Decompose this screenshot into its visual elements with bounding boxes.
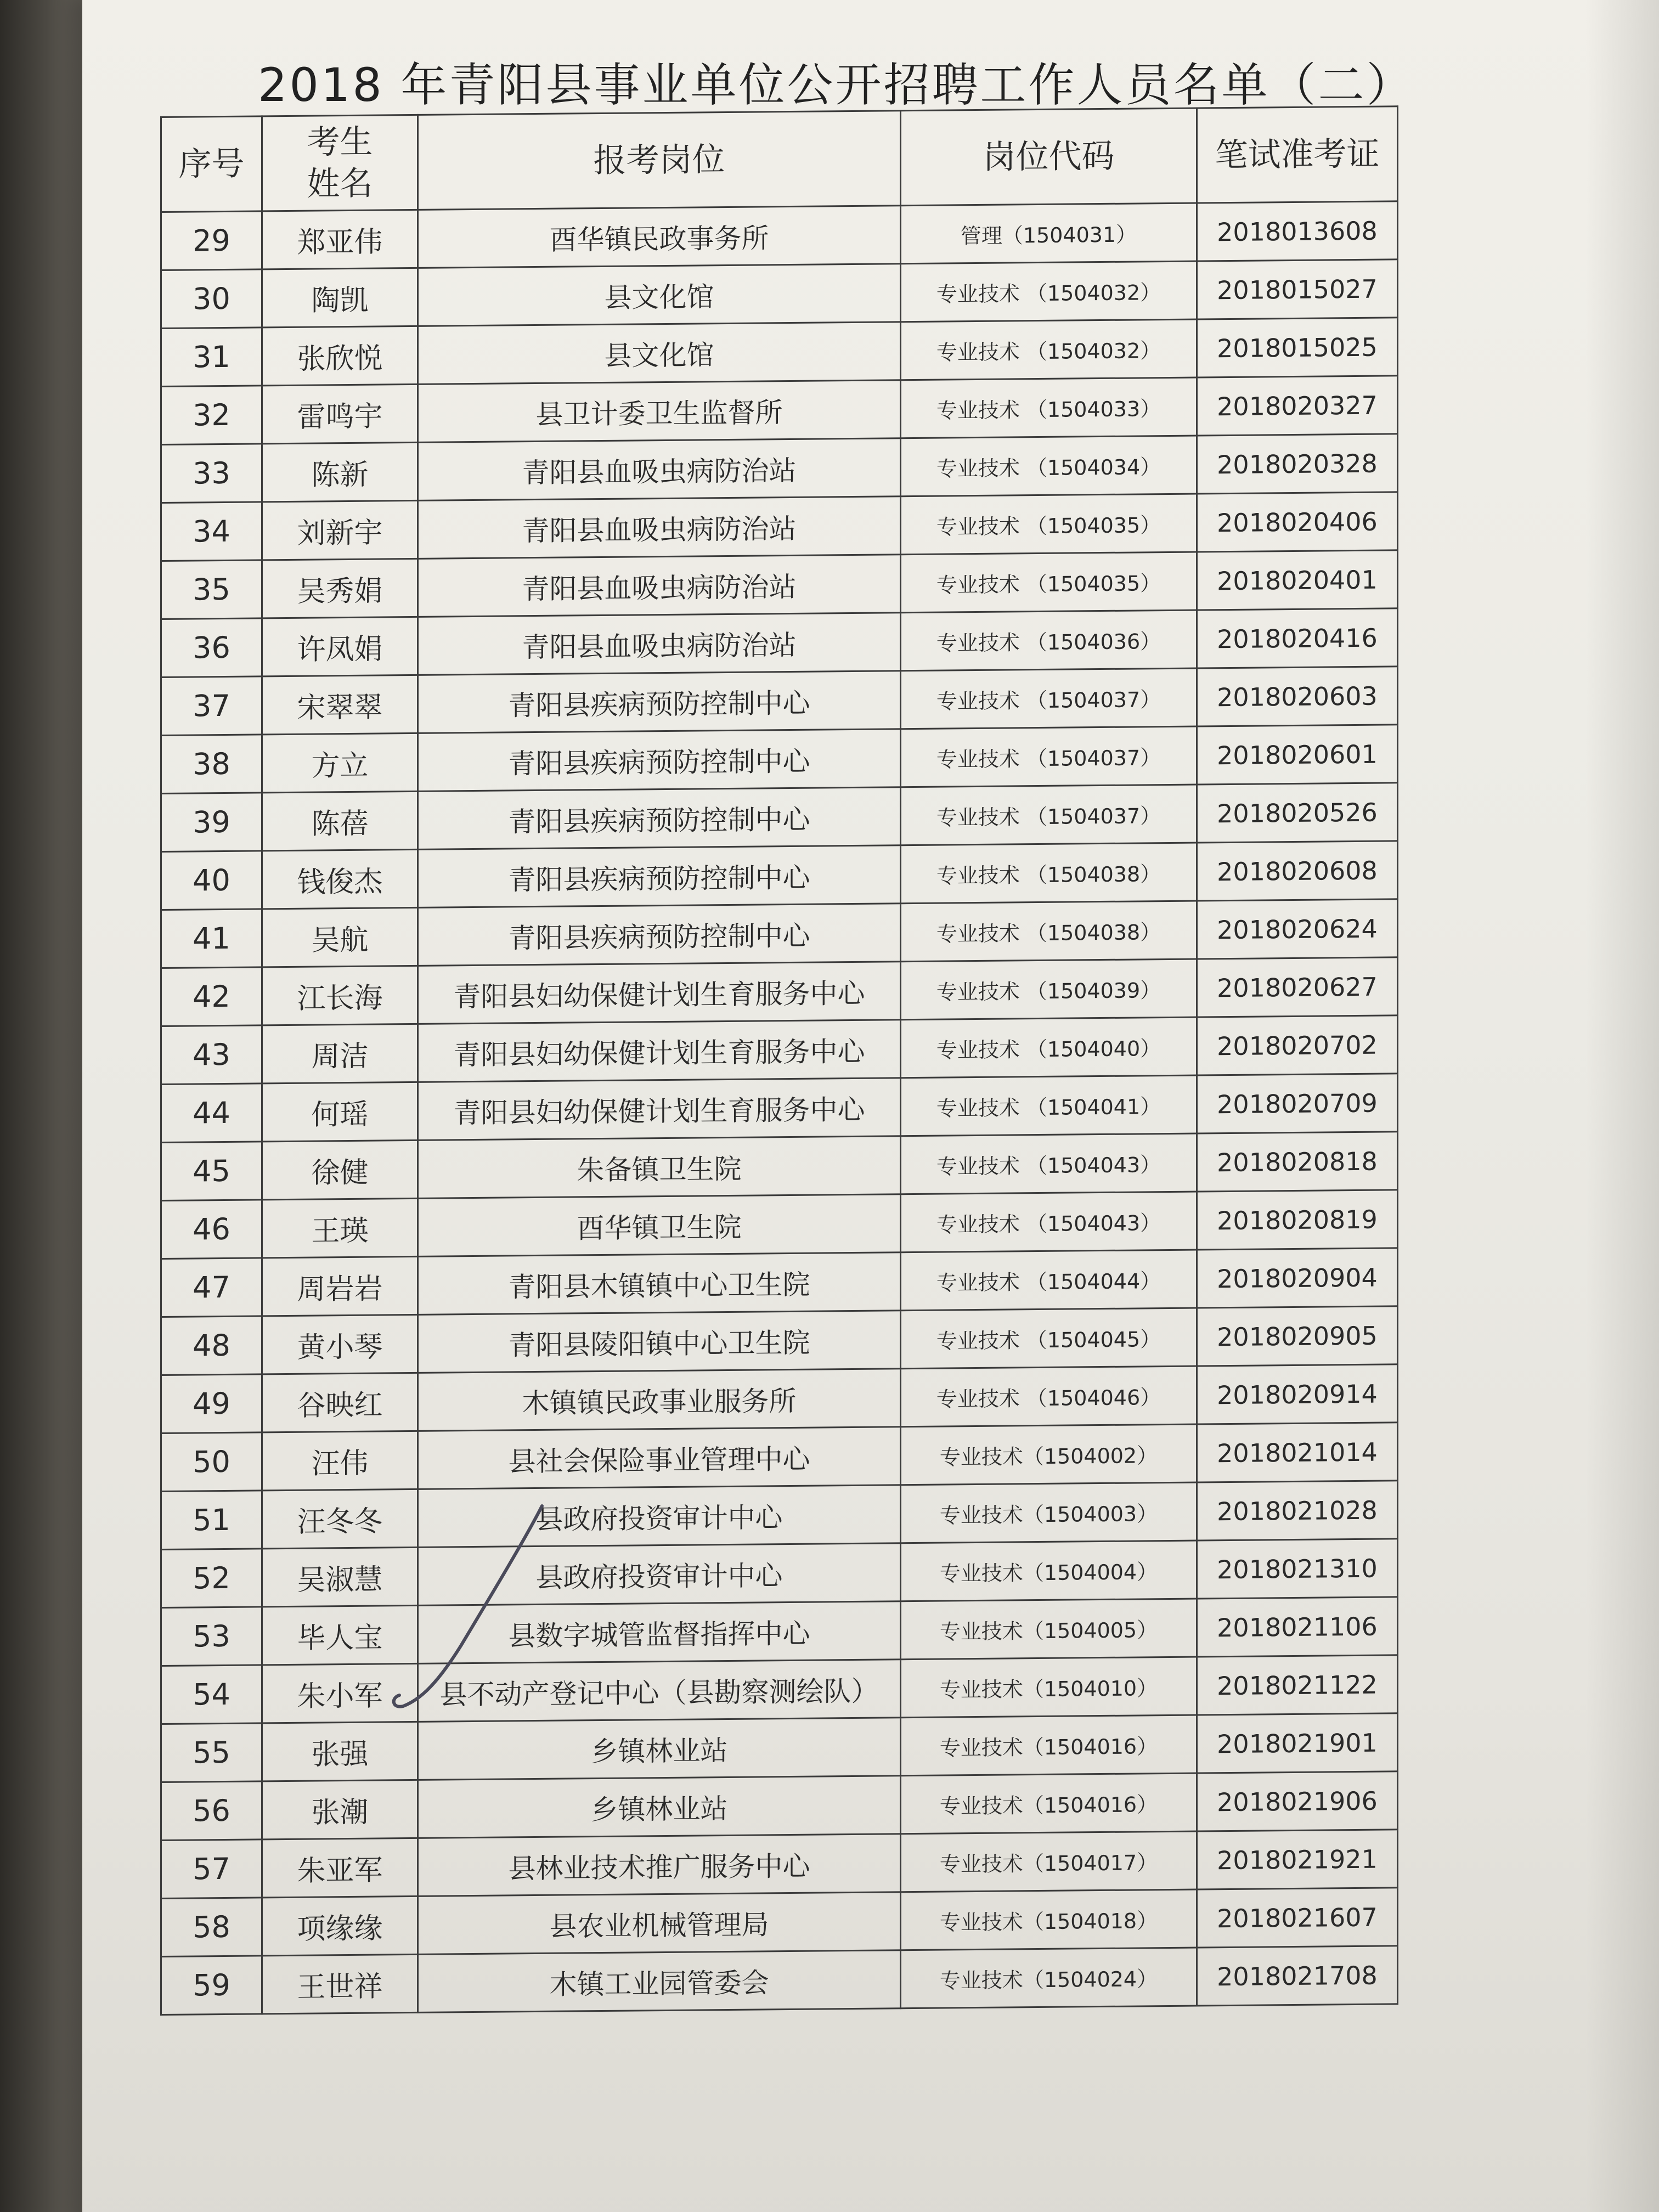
cell-post: 青阳县血吸虫病防治站	[418, 438, 901, 501]
cell-exam-id: 2018020709	[1197, 1074, 1398, 1133]
cell-no: 57	[161, 1839, 262, 1899]
cell-post: 县文化馆	[418, 264, 901, 326]
cell-name: 黄小琴	[262, 1314, 418, 1374]
cell-no: 53	[161, 1607, 262, 1666]
cell-no: 31	[161, 328, 262, 387]
cell-no: 56	[161, 1781, 262, 1841]
cell-code: 专业技术（1504017）	[901, 1831, 1197, 1892]
cell-code: 专业技术（1504010）	[901, 1657, 1197, 1718]
cell-no: 52	[161, 1549, 262, 1608]
cell-post: 乡镇林业站	[418, 1776, 901, 1838]
table-row	[161, 259, 1398, 329]
cell-post: 县政府投资审计中心	[418, 1543, 901, 1606]
cell-exam-id: 2018021906	[1197, 1771, 1398, 1831]
table-row	[161, 1015, 1398, 1085]
cell-code: 专业技术 （1504033）	[901, 377, 1197, 438]
cell-post: 酉华镇卫生院	[418, 1194, 901, 1257]
cell-post: 县社会保险事业管理中心	[418, 1427, 901, 1489]
cell-post: 县数字城管监督指挥中心	[418, 1601, 901, 1664]
cell-code: 专业技术 （1504043）	[901, 1192, 1197, 1252]
cell-name: 张欣悦	[262, 326, 418, 385]
cell-post: 青阳县疾病预防控制中心	[418, 787, 901, 850]
header-exam-id: 笔试准考证	[1197, 106, 1398, 203]
cell-exam-id: 2018021607	[1197, 1888, 1398, 1948]
cell-no: 32	[161, 386, 262, 445]
cell-name: 陈蓓	[262, 791, 418, 850]
cell-no: 42	[161, 967, 262, 1026]
header-no: 序号	[161, 116, 262, 212]
cell-post: 县文化馆	[418, 322, 901, 385]
cell-name: 汪冬冬	[262, 1489, 418, 1548]
cell-no: 41	[161, 909, 262, 968]
table-row	[161, 608, 1398, 678]
cell-name: 许凤娟	[262, 617, 418, 676]
cell-no: 39	[161, 793, 262, 852]
table-header-row	[161, 106, 1398, 212]
table-body	[161, 201, 1398, 2015]
cell-post: 青阳县疾病预防控制中心	[418, 904, 901, 966]
cell-code: 专业技术 （1504037）	[901, 785, 1197, 845]
cell-post: 酉华镇民政事务所	[418, 206, 901, 268]
header-name: 考生姓名	[262, 115, 418, 211]
cell-no: 49	[161, 1374, 262, 1434]
cell-code: 专业技术 （1504037）	[901, 726, 1197, 787]
cell-no: 50	[161, 1432, 262, 1492]
cell-post: 青阳县疾病预防控制中心	[418, 845, 901, 908]
cell-no: 34	[161, 502, 262, 561]
table-row	[161, 1655, 1398, 1724]
cell-post: 县林业技术推广服务中心	[418, 1834, 901, 1897]
cell-exam-id: 2018020819	[1197, 1190, 1398, 1250]
cell-post: 县卫计委卫生监督所	[418, 380, 901, 443]
cell-no: 59	[161, 1956, 262, 2015]
cell-exam-id: 2018021106	[1197, 1597, 1398, 1657]
table-row	[161, 1423, 1398, 1492]
cell-no: 29	[161, 211, 262, 270]
table-row	[161, 550, 1398, 619]
cell-no: 51	[161, 1491, 262, 1550]
cell-post: 县农业机械管理局	[418, 1892, 901, 1955]
table-row	[161, 1771, 1398, 1841]
table-row	[161, 201, 1398, 270]
table-row	[161, 841, 1398, 910]
cell-name: 刘新宇	[262, 500, 418, 560]
table-row	[161, 1190, 1398, 1259]
cell-exam-id: 2018020608	[1197, 841, 1398, 901]
cell-exam-id: 2018021708	[1197, 1946, 1398, 2006]
cell-code: 专业技术 （1504039）	[901, 959, 1197, 1020]
cell-post: 青阳县血吸虫病防治站	[418, 496, 901, 559]
cell-no: 40	[161, 851, 262, 910]
cell-no: 55	[161, 1723, 262, 1782]
cell-exam-id: 2018020603	[1197, 667, 1398, 726]
table-row	[161, 1597, 1398, 1666]
cell-code: 专业技术 （1504044）	[901, 1250, 1197, 1311]
cell-no: 35	[161, 560, 262, 619]
cell-exam-id: 2018020328	[1197, 434, 1398, 494]
cell-name: 王世祥	[262, 1954, 418, 2013]
cell-exam-id: 2018020624	[1197, 899, 1398, 959]
cell-code: 专业技术 （1504038）	[901, 843, 1197, 904]
table-row	[161, 492, 1398, 561]
cell-name: 陈新	[262, 442, 418, 501]
cell-code: 专业技术（1504024）	[901, 1948, 1197, 2008]
cell-no: 43	[161, 1025, 262, 1085]
cell-name: 朱小军	[262, 1663, 418, 1723]
cell-code: 专业技术（1504002）	[901, 1424, 1197, 1485]
cell-name: 雷鸣宇	[262, 384, 418, 443]
cell-post: 青阳县木镇镇中心卫生院	[418, 1252, 901, 1315]
cell-name: 朱亚军	[262, 1838, 418, 1897]
table-row	[161, 1481, 1398, 1550]
cell-code: 专业技术 （1504034）	[901, 436, 1197, 496]
cell-post: 县不动产登记中心（县勘察测绘队）	[418, 1660, 901, 1722]
cell-code: 专业技术（1504003）	[901, 1482, 1197, 1543]
cell-post: 青阳县血吸虫病防治站	[418, 613, 901, 675]
cell-exam-id: 2018020416	[1197, 608, 1398, 668]
cell-name: 张潮	[262, 1780, 418, 1839]
cell-exam-id: 2018021310	[1197, 1539, 1398, 1599]
cell-no: 46	[161, 1200, 262, 1259]
cell-exam-id: 2018013608	[1197, 201, 1398, 261]
cell-name: 吴秀娟	[262, 558, 418, 618]
cell-name: 何瑶	[262, 1082, 418, 1141]
header-code: 岗位代码	[901, 108, 1197, 206]
cell-name: 毕人宝	[262, 1605, 418, 1664]
cell-name: 徐健	[262, 1140, 418, 1199]
cell-post: 青阳县疾病预防控制中心	[418, 729, 901, 792]
cell-exam-id: 2018020905	[1197, 1306, 1398, 1366]
cell-code: 专业技术 （1504032）	[901, 261, 1197, 322]
table-row	[161, 1888, 1398, 1957]
cell-name: 吴航	[262, 907, 418, 967]
cell-code: 专业技术 （1504032）	[901, 319, 1197, 380]
cell-no: 44	[161, 1084, 262, 1143]
cell-name: 宋翠翠	[262, 675, 418, 734]
cell-exam-id: 2018021122	[1197, 1655, 1398, 1715]
cell-name: 陶凯	[262, 268, 418, 327]
cell-post: 青阳县妇幼保健计划生育服务中心	[418, 962, 901, 1024]
cell-exam-id: 2018020914	[1197, 1364, 1398, 1424]
cell-code: 专业技术（1504005）	[901, 1599, 1197, 1660]
cell-post: 青阳县疾病预防控制中心	[418, 671, 901, 733]
cell-exam-id: 2018020904	[1197, 1248, 1398, 1308]
cell-name: 张强	[262, 1722, 418, 1781]
cell-name: 王瑛	[262, 1198, 418, 1257]
cell-no: 30	[161, 269, 262, 329]
cell-exam-id: 2018021028	[1197, 1481, 1398, 1541]
cell-code: 专业技术 （1504043）	[901, 1133, 1197, 1194]
cell-name: 钱俊杰	[262, 849, 418, 909]
cell-exam-id: 2018020702	[1197, 1015, 1398, 1075]
cell-code: 专业技术 （1504045）	[901, 1308, 1197, 1369]
table-row	[161, 1364, 1398, 1434]
cell-code: 专业技术 （1504038）	[901, 901, 1197, 962]
cell-name: 方立	[262, 733, 418, 792]
table-row	[161, 1539, 1398, 1608]
table-row	[161, 1830, 1398, 1899]
cell-no: 36	[161, 618, 262, 678]
cell-exam-id: 2018020627	[1197, 957, 1398, 1017]
cell-exam-id: 2018021921	[1197, 1830, 1398, 1889]
cell-exam-id: 2018021014	[1197, 1423, 1398, 1482]
table-row	[161, 376, 1398, 445]
cell-exam-id: 2018020601	[1197, 725, 1398, 785]
cell-code: 专业技术 （1504037）	[901, 668, 1197, 729]
cell-post: 木镇工业园管委会	[418, 1950, 901, 2013]
cell-name: 谷映红	[262, 1373, 418, 1432]
cell-code: 专业技术（1504004）	[901, 1541, 1197, 1601]
table-row	[161, 899, 1398, 968]
cell-code: 专业技术 （1504040）	[901, 1017, 1197, 1078]
cell-post: 县政府投资审计中心	[418, 1485, 901, 1548]
table-row	[161, 725, 1398, 794]
table-row	[161, 1713, 1398, 1782]
cell-exam-id: 2018021901	[1197, 1713, 1398, 1773]
cell-name: 项缘缘	[262, 1896, 418, 1955]
cell-exam-id: 2018020327	[1197, 376, 1398, 436]
cell-name: 吴淑慧	[262, 1547, 418, 1606]
table-row	[161, 957, 1398, 1026]
document-title: 2018 年青阳县事业单位公开招聘工作人员名单（二）	[258, 58, 1415, 112]
cell-code: 专业技术 （1504035）	[901, 494, 1197, 555]
cell-no: 45	[161, 1142, 262, 1201]
cell-code: 专业技术 （1504041）	[901, 1075, 1197, 1136]
cell-name: 汪伟	[262, 1431, 418, 1490]
cell-no: 58	[161, 1898, 262, 1957]
cell-no: 38	[161, 735, 262, 794]
cell-exam-id: 2018015027	[1197, 259, 1398, 319]
table-row	[161, 1946, 1398, 2015]
cell-no: 33	[161, 444, 262, 503]
cell-code: 管理（1504031）	[901, 203, 1197, 264]
table-row	[161, 318, 1398, 387]
cell-exam-id: 2018020406	[1197, 492, 1398, 552]
cell-code: 专业技术（1504016）	[901, 1715, 1197, 1776]
cell-name: 江长海	[262, 966, 418, 1025]
cell-code: 专业技术（1504016）	[901, 1773, 1197, 1834]
cell-no: 47	[161, 1258, 262, 1317]
table-row	[161, 1306, 1398, 1375]
table-row	[161, 783, 1398, 852]
header-post: 报考岗位	[418, 111, 901, 210]
cell-post: 青阳县妇幼保健计划生育服务中心	[418, 1078, 901, 1141]
cell-code: 专业技术（1504018）	[901, 1889, 1197, 1950]
cell-no: 54	[161, 1665, 262, 1724]
cell-exam-id: 2018020526	[1197, 783, 1398, 843]
cell-post: 青阳县陵阳镇中心卫生院	[418, 1311, 901, 1373]
cell-exam-id: 2018020818	[1197, 1132, 1398, 1192]
table-row	[161, 1132, 1398, 1201]
cell-post: 乡镇林业站	[418, 1718, 901, 1780]
cell-post: 青阳县血吸虫病防治站	[418, 555, 901, 617]
cell-no: 48	[161, 1316, 262, 1375]
cell-post: 木镇镇民政事业服务所	[418, 1369, 901, 1431]
cell-no: 37	[161, 676, 262, 736]
candidate-table	[160, 105, 1398, 2016]
cell-post: 青阳县妇幼保健计划生育服务中心	[418, 1020, 901, 1082]
cell-code: 专业技术 （1504036）	[901, 610, 1197, 671]
cell-code: 专业技术 （1504035）	[901, 552, 1197, 613]
cell-exam-id: 2018015025	[1197, 318, 1398, 377]
table-row	[161, 434, 1398, 503]
cell-name: 周洁	[262, 1024, 418, 1083]
cell-name: 郑亚伟	[262, 210, 418, 269]
cell-name: 周岩岩	[262, 1256, 418, 1316]
table-row	[161, 1248, 1398, 1317]
cell-code: 专业技术 （1504046）	[901, 1366, 1197, 1427]
table-row	[161, 1074, 1398, 1143]
cell-exam-id: 2018020401	[1197, 550, 1398, 610]
table-row	[161, 667, 1398, 736]
cell-post: 朱备镇卫生院	[418, 1136, 901, 1199]
